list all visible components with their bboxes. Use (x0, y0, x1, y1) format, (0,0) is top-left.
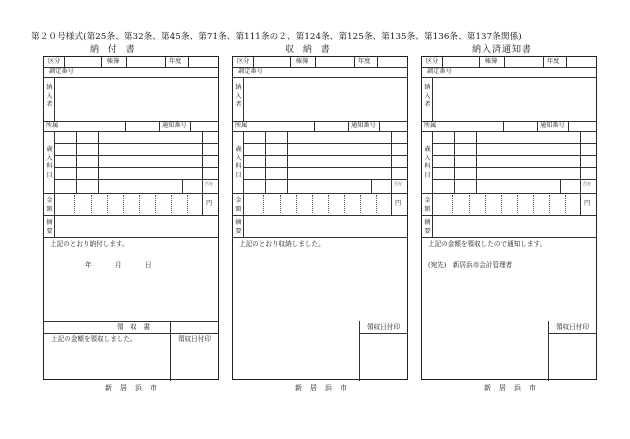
date-day: 日 (145, 261, 152, 269)
form-title-nonyuzumi: 納入済通知書 (472, 45, 533, 55)
label-sainyu-kamoku: 歳入科目 (235, 146, 242, 179)
label-small-unit: 百万 (205, 181, 213, 186)
date-month: 月 (115, 261, 122, 269)
label-en: 円 (395, 200, 402, 207)
label-en: 円 (206, 200, 213, 207)
receipt-title: 領 収 書 (117, 323, 150, 331)
label-chotei-bango: 調定番号 (49, 68, 74, 75)
label-kingaku: 金額 (235, 197, 242, 213)
footer-city: 新居浜市 (105, 384, 165, 392)
label-kubun: 区分 (48, 58, 61, 65)
label-tekiyo: 摘要 (424, 219, 431, 235)
label-chobo: 帳簿 (485, 58, 498, 65)
date-year: 年 (85, 261, 92, 269)
label-kingaku: 金額 (46, 197, 53, 213)
label-chotei-bango: 調定番号 (427, 68, 452, 75)
payment-message: 上記のとおり納付します。 (50, 240, 129, 248)
form-header: 第２０号様式(第25条、第32条、第45条、第71条、第111条の２、第124条、第125条、第135条、第136条、第137条関係) (31, 32, 522, 42)
label-nendo: 年度 (169, 58, 182, 65)
footer-city: 新居浜市 (295, 384, 355, 392)
label-chobo: 帳簿 (107, 58, 120, 65)
stamp-label: 領収日付印 (367, 323, 400, 331)
label-tekiyo: 摘要 (235, 219, 242, 235)
stamp-label: 領収日付印 (556, 323, 589, 331)
addressee: (宛先) 新居浜市会計管理者 (428, 261, 513, 269)
label-kubun: 区分 (426, 58, 439, 65)
label-chobo: 帳簿 (296, 58, 309, 65)
label-kingaku: 金額 (424, 197, 431, 213)
label-shozoku: 所属 (424, 122, 437, 129)
label-small-unit: 百万 (394, 181, 402, 186)
label-sainyu-kamoku: 歳入科目 (46, 146, 53, 179)
form-nofusho (43, 56, 219, 380)
label-chotei-bango: 調定番号 (238, 68, 263, 75)
label-nonyusha: 納入者 (424, 84, 431, 108)
label-sainyu-kamoku: 歳入科目 (424, 146, 431, 179)
label-nendo: 年度 (547, 58, 560, 65)
form-title-nofusho: 納 付 書 (90, 45, 138, 55)
label-tsuchi-bango: 通知番号 (540, 122, 565, 129)
label-small-unit: 百万 (583, 181, 591, 186)
label-en: 円 (584, 200, 591, 207)
form-nonyuzumi-tsuchisho (421, 56, 597, 380)
stamp-label: 領収日付印 (178, 335, 211, 343)
label-nonyusha: 納入者 (46, 84, 53, 108)
label-tekiyo: 摘要 (46, 219, 53, 235)
notice-message: 上記の金額を領収したので通知します。 (428, 240, 547, 248)
label-shozoku: 所属 (46, 122, 59, 129)
label-tsuchi-bango: 通知番号 (162, 122, 187, 129)
label-tsuchi-bango: 通知番号 (351, 122, 376, 129)
form-shunosho (232, 56, 408, 380)
label-kubun: 区分 (237, 58, 250, 65)
receipt-message: 上記の金額を領収しました。 (51, 335, 137, 343)
label-nendo: 年度 (358, 58, 371, 65)
label-nonyusha: 納入者 (235, 84, 242, 108)
form-title-shunosho: 収 納 書 (285, 45, 333, 55)
footer-city: 新居浜市 (484, 384, 544, 392)
label-shozoku: 所属 (235, 122, 248, 129)
receipt-message: 上記のとおり収納しました。 (239, 240, 325, 248)
